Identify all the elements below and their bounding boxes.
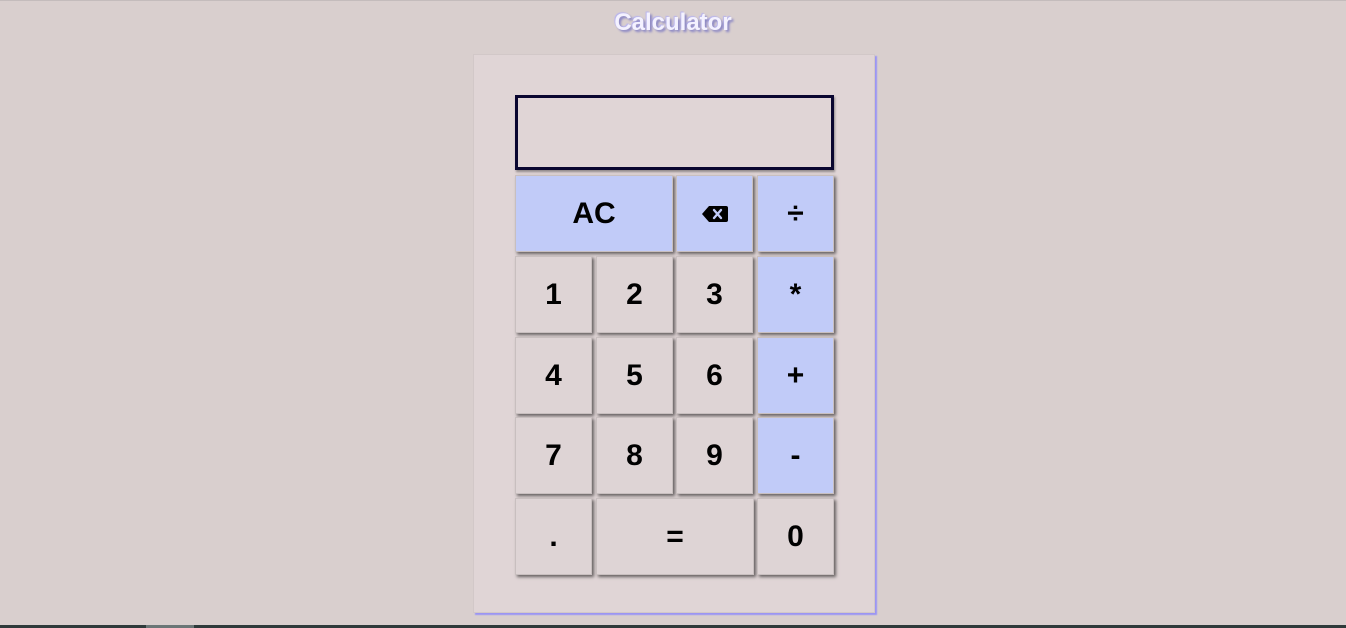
digit-3-button[interactable]: 3 bbox=[676, 256, 753, 333]
digit-1-button[interactable]: 1 bbox=[515, 256, 592, 333]
digit-7-button[interactable]: 7 bbox=[515, 417, 592, 494]
backspace-button[interactable] bbox=[676, 175, 753, 252]
minus-button[interactable]: - bbox=[757, 417, 834, 494]
equals-button[interactable]: = bbox=[596, 498, 754, 575]
digit-8-button[interactable]: 8 bbox=[596, 417, 673, 494]
digit-5-button[interactable]: 5 bbox=[596, 337, 673, 414]
digit-0-button[interactable]: 0 bbox=[757, 498, 834, 575]
digit-4-button[interactable]: 4 bbox=[515, 337, 592, 414]
divide-button[interactable]: ÷ bbox=[757, 175, 834, 252]
backspace-icon bbox=[701, 205, 729, 223]
digit-2-button[interactable]: 2 bbox=[596, 256, 673, 333]
multiply-button[interactable]: * bbox=[757, 256, 834, 333]
decimal-button[interactable]: . bbox=[515, 498, 592, 575]
calculator-display bbox=[515, 95, 834, 170]
digit-9-button[interactable]: 9 bbox=[676, 417, 753, 494]
digit-6-button[interactable]: 6 bbox=[676, 337, 753, 414]
calculator-card bbox=[473, 54, 875, 613]
clear-button[interactable]: AC bbox=[515, 175, 673, 252]
plus-button[interactable]: + bbox=[757, 337, 834, 414]
page-title: Calculator bbox=[614, 9, 732, 36]
